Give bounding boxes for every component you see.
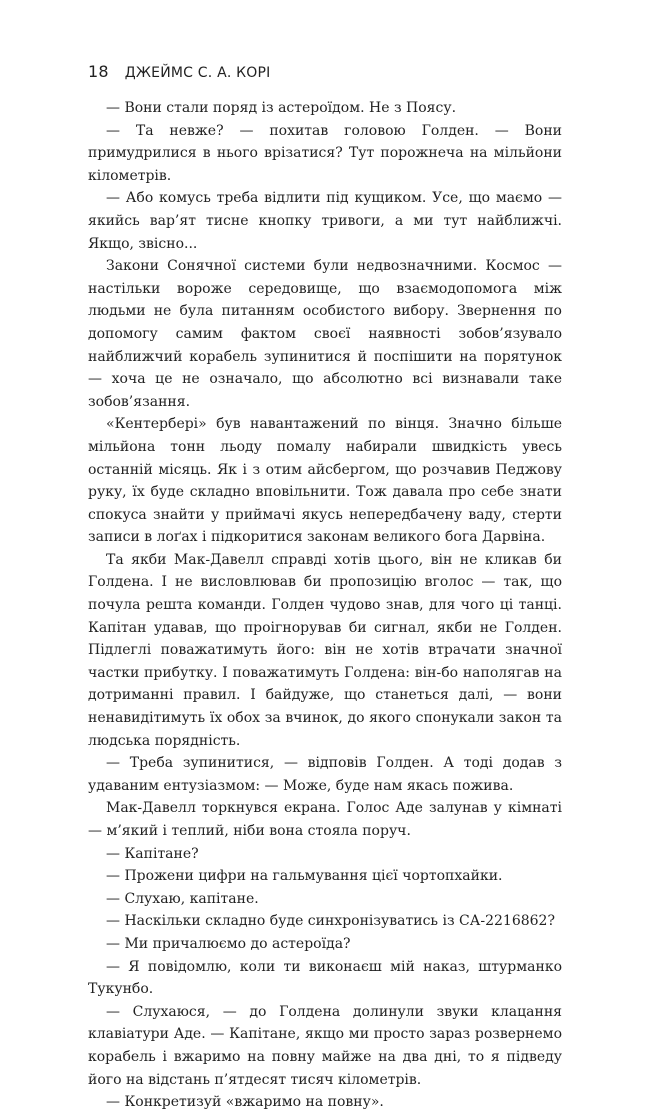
running-title: ДЖЕЙМС С. А. КОРІ (124, 65, 271, 81)
paragraph: — Ми причалюємо до астероїда? (106, 935, 351, 952)
paragraph: — Я повідомлю, коли ти виконаєш мій наказ, штурманко Тукунбо. (88, 958, 562, 998)
paragraph: Мак-Давелл торкнувся екрана. Голос Аде залунав у кімнаті — м’який і теплий, ніби вона стояла поруч. (88, 800, 562, 839)
paragraph: — Прожени цифри на гальмування цієї чортопхайки. (106, 868, 503, 885)
paragraph: — Або комусь треба відлити під кущиком. Усе, що маємо — якийсь вар’ят тисне кнопку тривоги, а ми тут найближчі. Якщо, звісно... (88, 190, 562, 252)
paragraph: — Наскільки складно буде синхронізуватись із СА-2216862? (106, 913, 555, 930)
paragraph: — Та невже? — похитав головою Голден. — Вони примудрилися в нього врізатися? Тут порожнеча на мільйони кілометрів. (88, 122, 562, 184)
paragraph: — Слухаюся, — до Голдена долинули звуки клацання клавіатури Аде. — Капітане, якщо ми просто зараз розвернемо корабель і вжаримо на повну майже на два дні, то я підведу його на відстань п’ятдесят тисяч кілометрів. (88, 1003, 562, 1088)
paragraph: — Слухаю, капітане. (106, 890, 259, 907)
paragraph: — Вони стали поряд із астероїдом. Не з Поясу. (106, 100, 457, 116)
paragraph: Закони Сонячної системи були недвозначними. Космос — настільки вороже середовище, що взаємодопомога між людьми не була питанням особистого вибору. Звернення по допомогу самим фактом своєї наявності зобов’язувало найближчий корабель зупинитися й поспішити на порятунок — хоча це не означало, що абсолютно всі визнавали таке зобов’язання. (88, 258, 562, 410)
page-number: 18 (88, 62, 109, 81)
paragraph: — Конкретизуй «вжаримо на повну». (106, 1094, 384, 1111)
paragraph: Та якби Мак-Давелл справді хотів цього, він не кликав би Голдена. І не висловлював би пропозицію вголос — так, що почула решта команди. Голден чудово знав, для чого ці танці. Капітан удавав, що проігнорував би сигнал, якби не Голден. Підлеглі поважатимуть його: він не хотів втрачати значної частки прибутку. І поважатимуть Голдена: він-бо наполягав на дотриманні правил. І байдуже, що станеться далі, — вони ненавидітимуть їх обох за вчинок, до якого спонукали закон та людська порядність. (88, 551, 562, 749)
body-text (88, 97, 562, 1114)
paragraph: — Треба зупинитися, — відповів Голден. А тоді додав з удаваним ентузіазмом: — Може, буде нам якась пожива. (88, 755, 562, 794)
paragraph: — Капітане? (106, 845, 199, 862)
running-header (88, 62, 271, 81)
paragraph: «Кентербері» був навантажений по вінця. Значно більше мільйона тонн льоду помалу набирали швидкість увесь останній місяць. Як і з отим айсбергом, що розчавив Педжову руку, їх буде складно вповільнити. Тож давала про себе знати спокуса знайти у приймачі якусь непередбачену ваду, стерти записи в лоґах і підкоритися законам великого бога Дарвіна. (88, 416, 562, 546)
